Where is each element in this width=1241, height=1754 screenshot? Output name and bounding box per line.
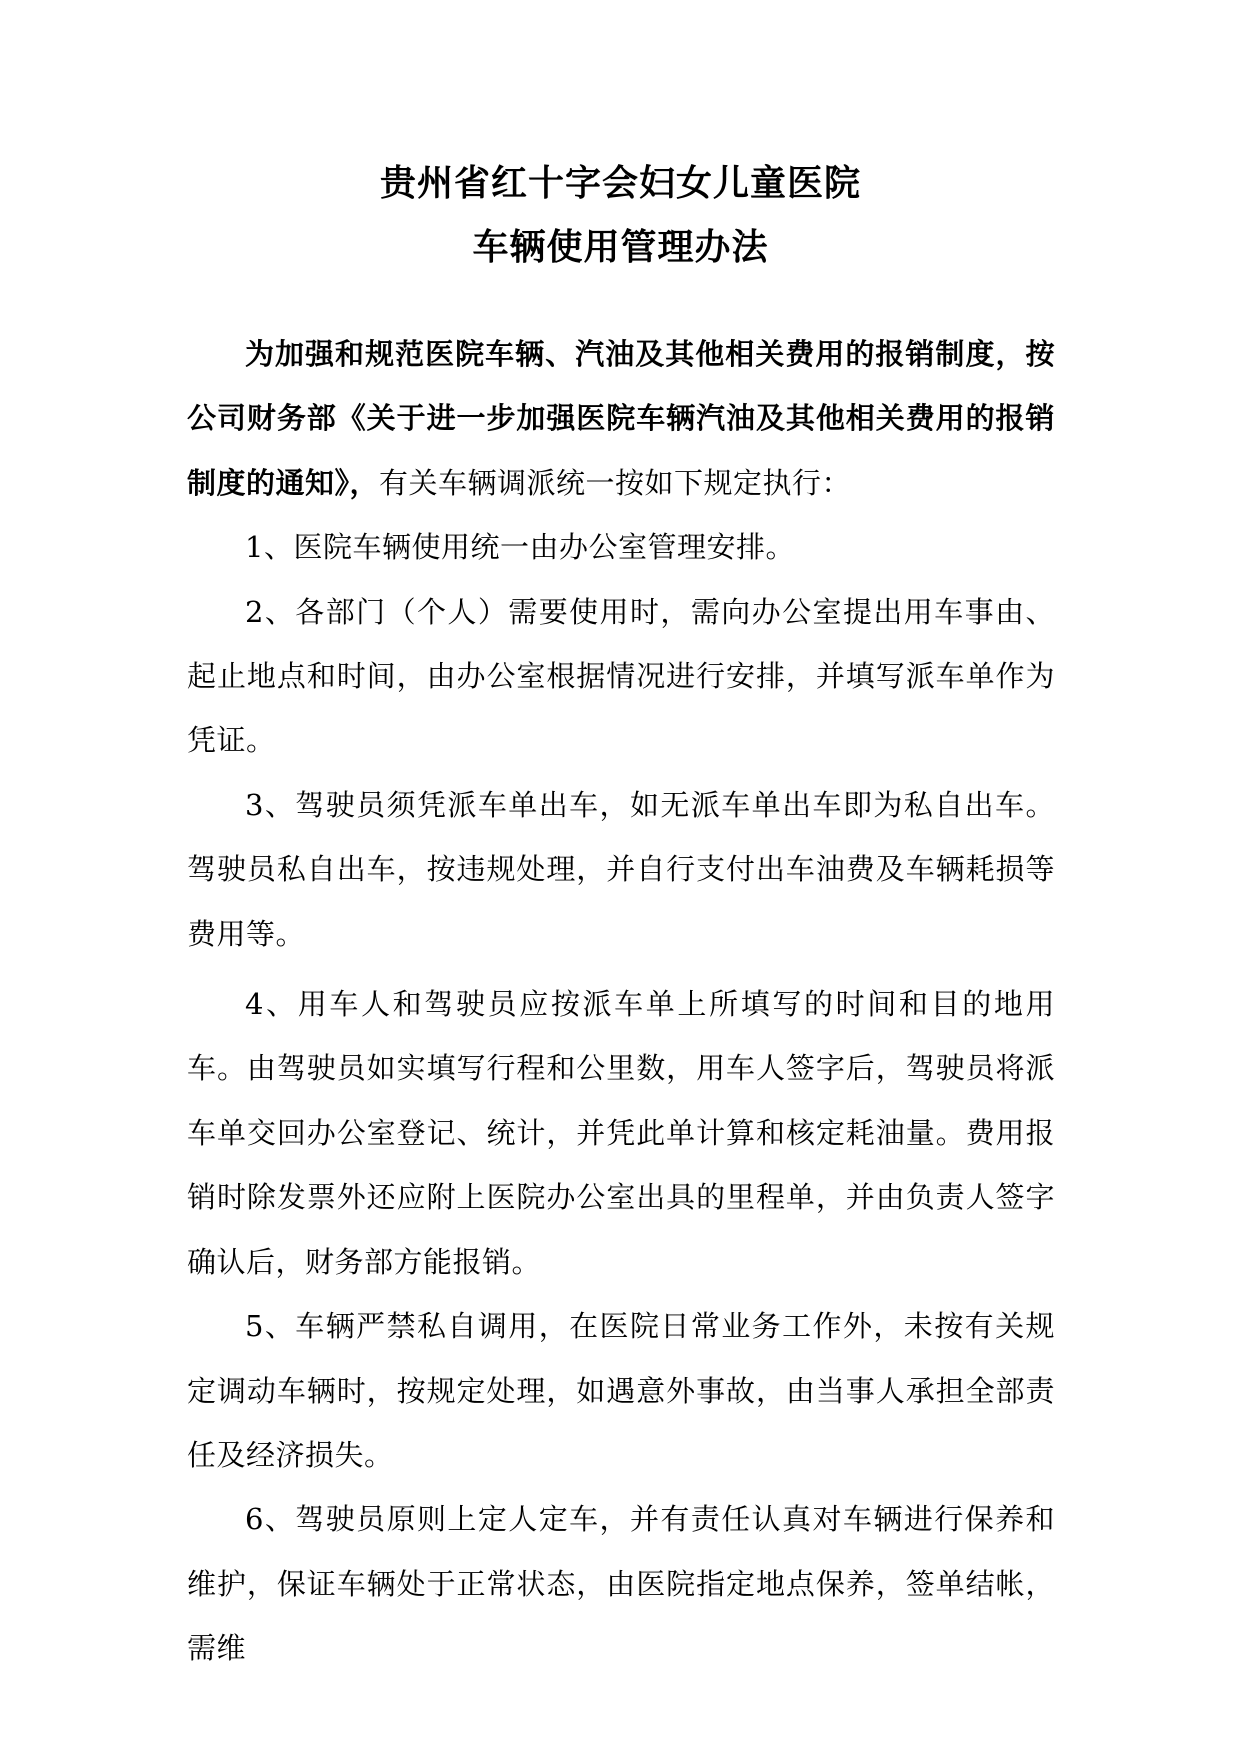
intro-paragraph <box>187 322 1055 515</box>
document-title-line-1: 贵州省红十字会妇女儿童医院 <box>379 162 861 204</box>
rule-1-paragraph: 1、医院车辆使用统一由办公室管理安排。 <box>245 530 795 565</box>
rule-4-paragraph: 4、用车人和驾驶员应按派车单上所填写的时间和目的地用车。由驾驶员如实填写行程和公里数，用车人签字后，驾驶员将派车单交回办公室登记、统计，并凭此单计算和核定耗油量。费用报销时除发票外还应附上医院办公室出具的里程单，并由负责人签字确认后，财务部方能报销。 <box>187 987 1055 1279</box>
rule-3-paragraph: 3、驾驶员须凭派车单出车，如无派车单出车即为私自出车。驾驶员私自出车，按违规处理，并自行支付出车油费及车辆耗损等费用等。 <box>187 787 1055 951</box>
intro-bold-text: 为加强和规范医院车辆、汽油及其他相关费用的报销制度，按公司财务部《关于进一步加强医院车辆汽油及其他相关费用的报销制度的通知》， <box>187 337 1055 500</box>
intro-regular-text: 有关车辆调派统一按如下规定执行： <box>379 465 852 500</box>
document-body <box>187 322 1055 1681</box>
rule-5-paragraph: 5、车辆严禁私自调用，在医院日常业务工作外，未按有关规定调动车辆时，按规定处理，如遇意外事故，由当事人承担全部责任及经济损失。 <box>187 1309 1055 1472</box>
rule-2-paragraph: 2、各部门（个人）需要使用时，需向办公室提出用车事由、起止地点和时间，由办公室根据情况进行安排，并填写派车单作为凭证。 <box>187 594 1055 758</box>
document-title-line-2: 车辆使用管理办法 <box>472 226 769 268</box>
rule-6-paragraph: 6、驾驶员原则上定人定车，并有责任认真对车辆进行保养和维护，保证车辆处于正常状态，由医院指定地点保养，签单结帐，需维 <box>187 1502 1055 1666</box>
